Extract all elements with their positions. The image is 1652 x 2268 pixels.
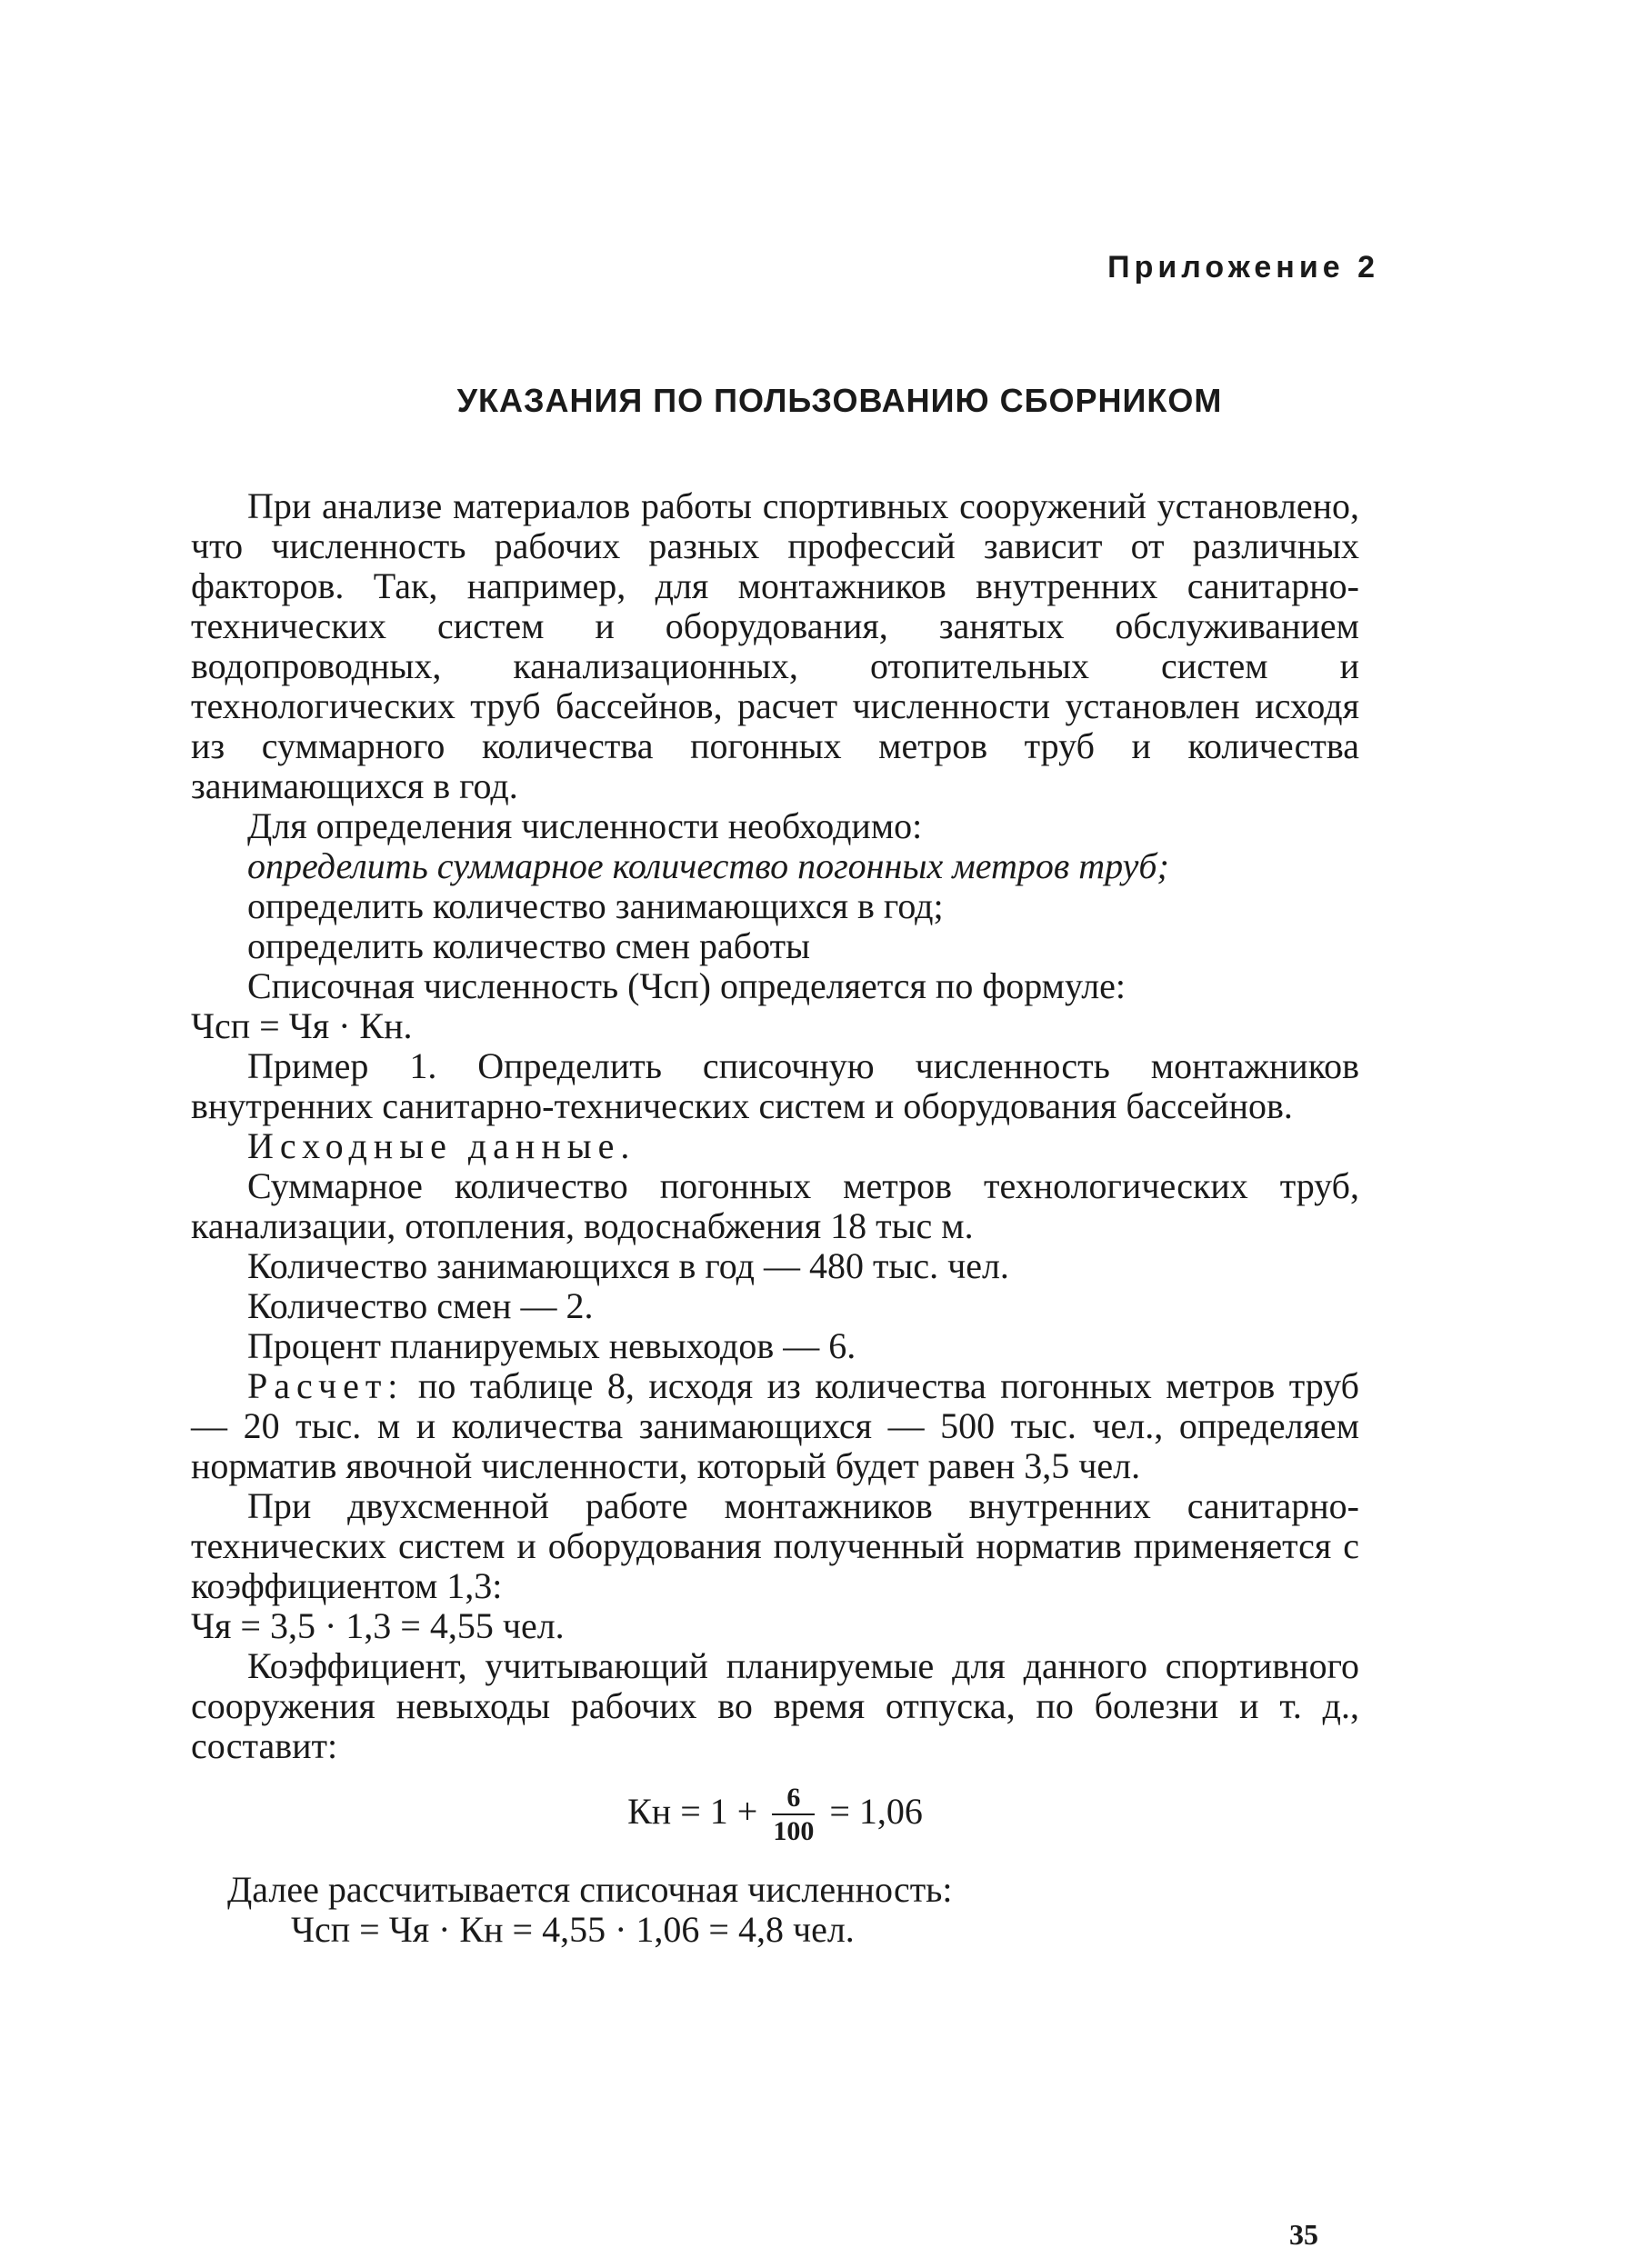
formula-shift: Чя = 3,5 · 1,3 = 4,55 чел. [191, 1605, 565, 1646]
formula-coefficient-right: = 1,06 [829, 1791, 923, 1833]
example-paragraph [191, 1046, 1359, 1126]
fraction [772, 1783, 815, 1848]
step-item: определить количество занимающихся в год; [247, 885, 944, 926]
calc-text: по таблице 8, исходя из количества погонных метров труб — 20 тыс. м и количества занимающихся — 500 тыс. чел., определяем норматив явочной численности, который будет равен 3,5 чел. [191, 1365, 1359, 1486]
final-paragraph: Далее рассчитывается списочная численность: [227, 1869, 953, 1910]
appendix-label: Приложение 2 [1107, 250, 1379, 285]
source-data-item: Процент планируемых невыходов — 6. [247, 1325, 856, 1366]
intro-paragraph: При анализе материалов работы спортивных сооружений установлено, что численность рабочих разных профессий зависит от различных факторов. Так, например, для монтажников внутренних санитарно-технических систем и оборудования, занятых обслуживанием водопроводных, канализационных, отопительных систем и технологических труб бассейнов, расчет численности установлен исходя из суммарного количества погонных метров труб и количества занимающихся в год. [191, 485, 1359, 806]
fraction-denominator: 100 [773, 1816, 815, 1846]
coefficient-paragraph: Коэффициент, учитывающий планируемые для данного спортивного сооружения невыходы рабочих во время отпуска, по болезни и т. д., составит: [191, 1645, 1359, 1766]
source-data-item: Количество смен — 2. [247, 1285, 594, 1326]
source-data-item: Количество занимающихся в год — 480 тыс. чел. [247, 1245, 1009, 1286]
document-body [191, 486, 1359, 1950]
formula-intro: Списочная численность (Чсп) определяется по формуле: [247, 965, 1126, 1006]
step-item: определить количество смен работы [247, 925, 810, 966]
calc-paragraph [191, 1366, 1359, 1486]
page-number: 35 [1289, 2218, 1318, 2251]
step-item: определить суммарное количество погонных метров труб; [247, 845, 1169, 886]
example-label: Пример 1. [247, 1045, 437, 1086]
source-data-item: Суммарное количество погонных метров технологических труб, канализации, отопления, водоснабжения 18 тыс м. [191, 1165, 1359, 1246]
shift-paragraph: При двухсменной работе монтажников внутренних санитарно-технических систем и оборудования полученный норматив применяется с коэффициентом 1,3: [191, 1485, 1359, 1606]
formula-coefficient [191, 1783, 1359, 1848]
page-title: УКАЗАНИЯ ПО ПОЛЬЗОВАНИЮ СБОРНИКОМ [456, 382, 1223, 419]
formula-coefficient-left: Кн = 1 + [627, 1791, 758, 1833]
source-data-heading: Исходные данные. [247, 1125, 636, 1166]
formula-main: Чсп = Чя · Кн. [191, 1005, 413, 1046]
formula-final: Чсп = Чя · Кн = 4,55 · 1,06 = 4,8 чел. [291, 1909, 855, 1950]
calc-label: Расчет: [247, 1365, 405, 1406]
example-text: Определить списочную численность монтажников внутренних санитарно-технических систем и оборудования бассейнов. [191, 1045, 1359, 1126]
steps-intro: Для определения численности необходимо: [247, 805, 923, 846]
fraction-numerator: 6 [772, 1783, 815, 1815]
